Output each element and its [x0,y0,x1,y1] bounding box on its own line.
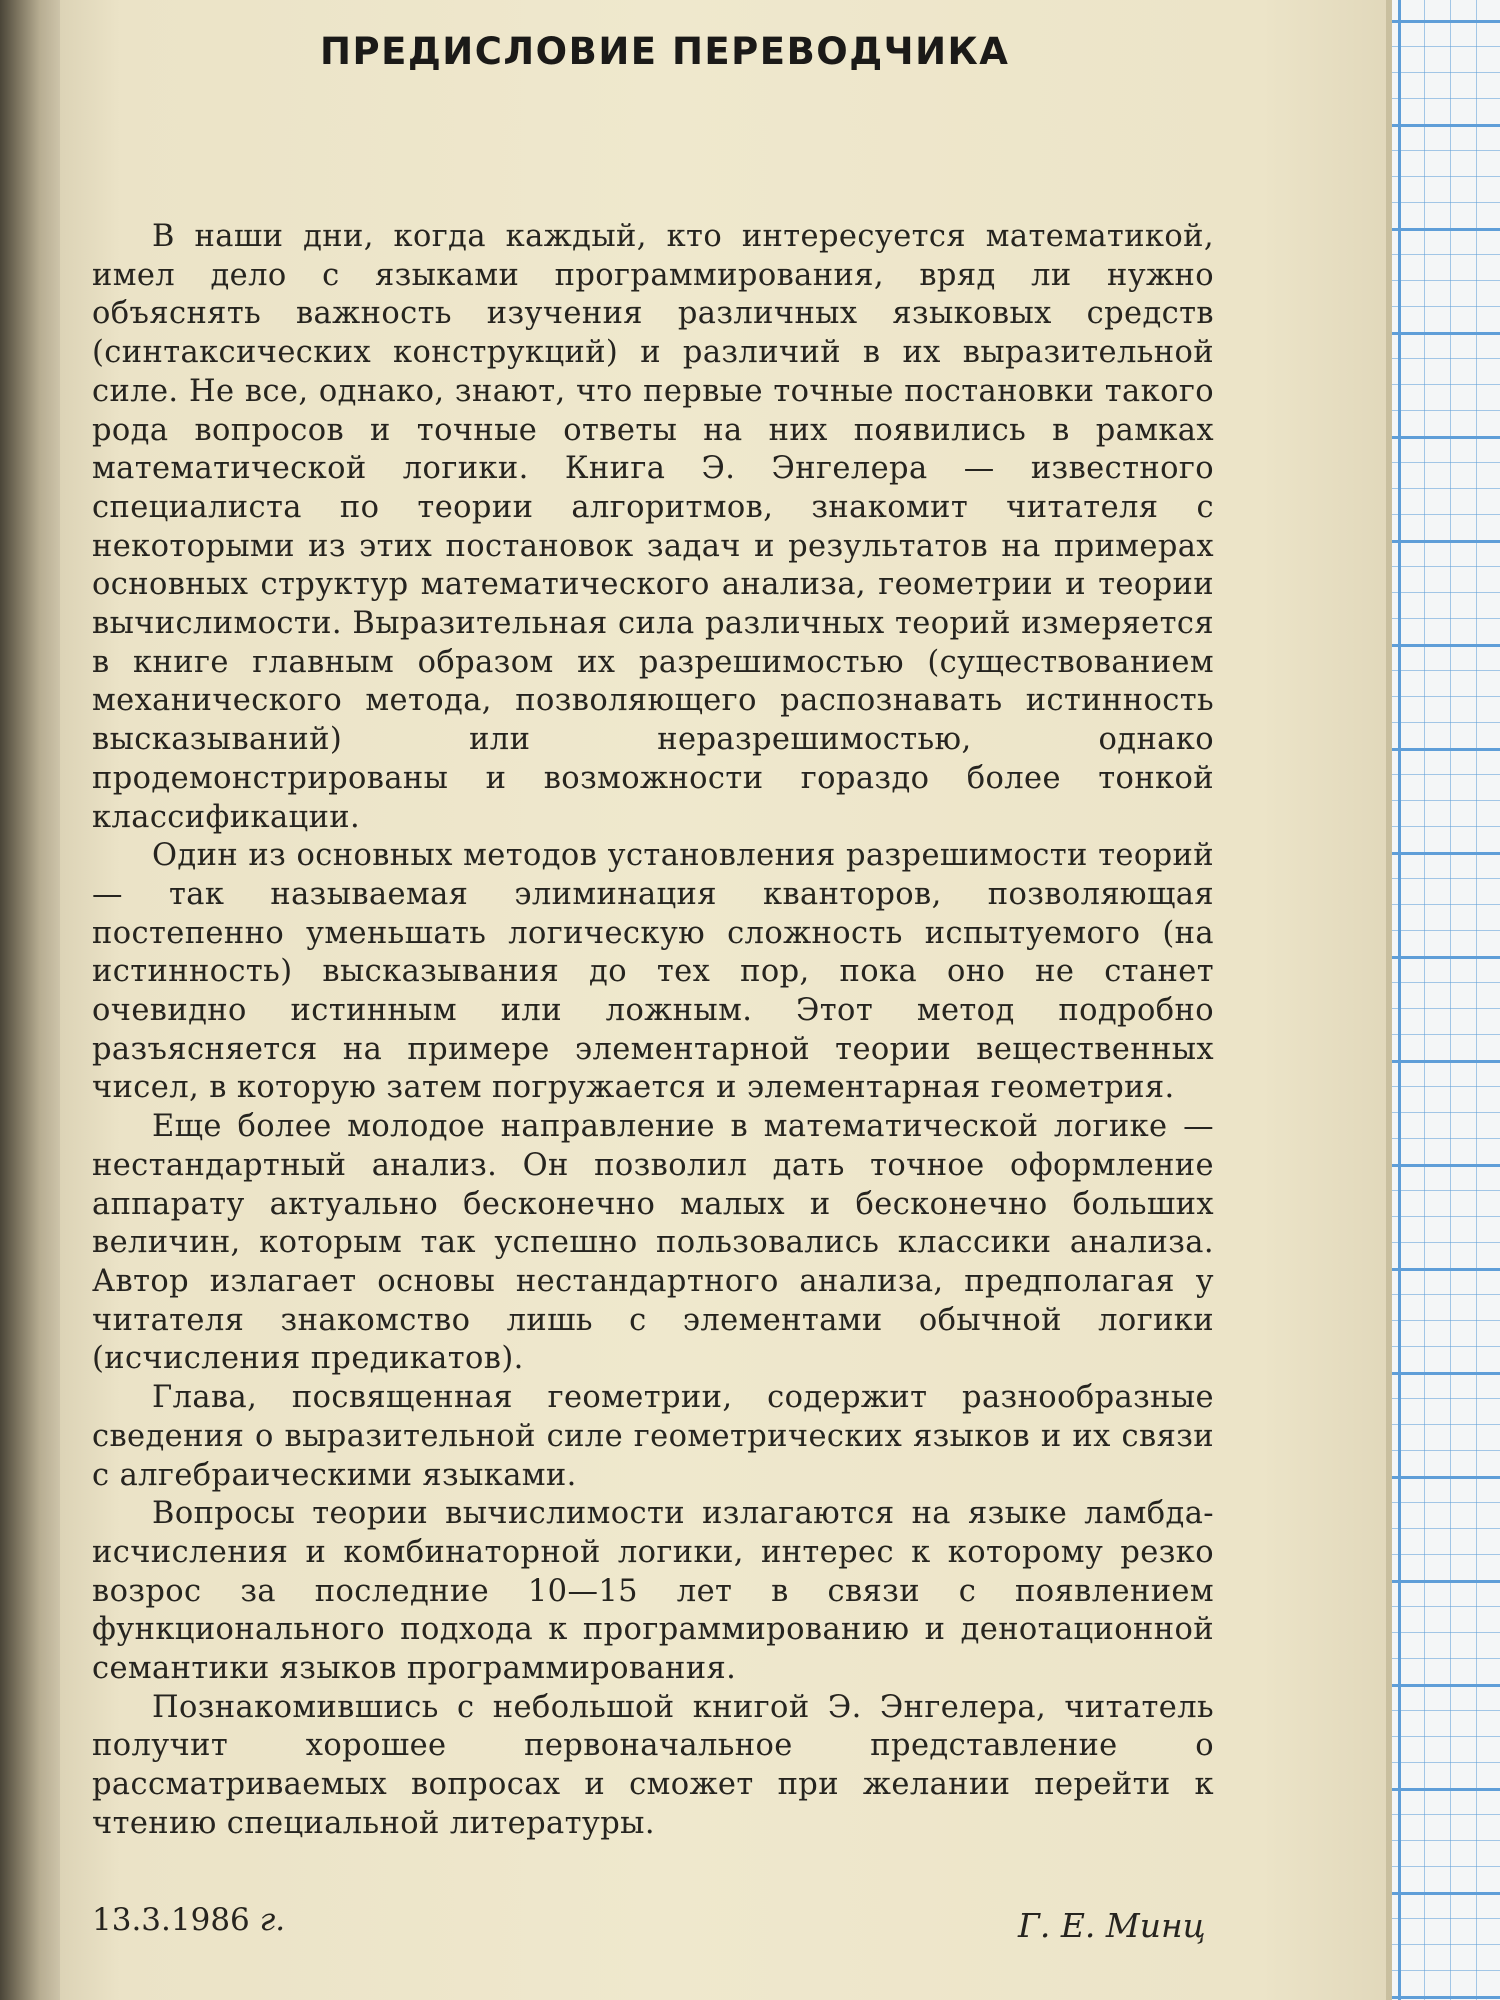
date-value: 13.3.1986 [92,1902,250,1938]
paragraph-1: В наши дни, когда каждый, кто интересуется математикой, имел дело с языками программирования, вряд ли нужно объяснять важность изучения различных языковых средств (синтаксических конструкций) и различий в их выразительной силе. Не все, однако, знают, что первые точные постановки такого рода вопросов и точные ответы на них появились в рамках математической логики. Книга Э. Энгелера — известного специалиста по теории алгоритмов, знакомит читателя с некоторыми из этих постановок задач и результатов на примерах основных структур математического анализа, геометрии и теории вычислимости. Выразительная сила различных теорий измеряется в книге главным образом их разрешимостью (существованием механического метода, позволяющего распознавать истинность высказываний) или неразрешимостью, однако продемонстрированы и возможности гораздо более тонкой классификации. [92,219,1214,835]
preface-body [92,218,1214,1844]
date-suffix: г. [259,1902,286,1938]
translator-signature: Г. Е. Минц [1018,1906,1206,1945]
paragraph-4: Глава, посвященная геометрии, содержит разнообразные сведения о выразительной силе геометрических языков и их связи с алгебраическими языками. [92,1380,1214,1493]
preface-date [92,1902,285,1938]
paragraph-5: Вопросы теории вычислимости излагаются на языке ламбда-исчисления и комбинаторной логики, интерес к которому резко возрос за последние 10—15 лет в связи с появлением функционального подхода к программированию и денотационной семантики языков программирования. [92,1496,1214,1687]
paragraph-2: Один из основных методов установления разрешимости теорий — так называемая элиминация кванторов, позволяющая постепенно уменьшать логическую сложность испытуемого (на истинность) высказывания до тех пор, пока оно не станет очевидно истинным или ложным. Этот метод подробно разъясняется на примере элементарной теории вещественных чисел, в которую затем погружается и элементарная геометрия. [92,838,1214,1106]
paragraph-6: Познакомившись с небольшой книгой Э. Энгелера, читатель получит хорошее первоначальное представление о рассматриваемых вопросах и сможет при желании перейти к чтению специальной литературы. [92,1689,1214,1841]
grid-paper-background [1392,0,1500,2000]
paragraph-3: Еще более молодое направление в математической логике — нестандартный анализ. Он позволил дать точное оформление аппарату актуально бесконечно малых и бесконечно больших величин, которым так успешно пользовались классики анализа. Автор излагает основы нестандартного анализа, предполагая у читателя знакомство лишь с элементами обычной логики (исчисления предикатов). [92,1109,1214,1377]
page-title: ПРЕДИСЛОВИЕ ПЕРЕВОДЧИКА [320,30,1010,73]
